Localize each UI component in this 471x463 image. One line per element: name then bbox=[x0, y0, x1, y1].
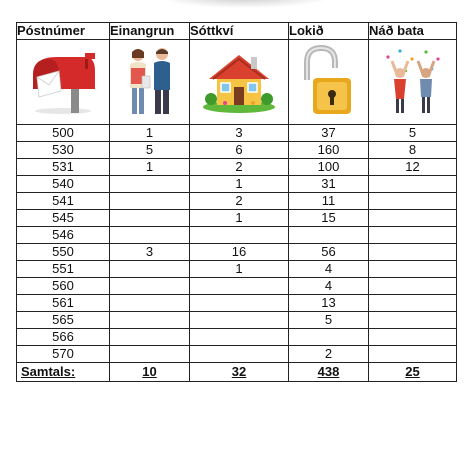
cell-lokid: 5 bbox=[289, 312, 369, 329]
header-lokid: Lokið bbox=[289, 23, 369, 40]
cell-nad-bata bbox=[369, 346, 457, 363]
header-row bbox=[17, 23, 457, 40]
cell-nad-bata: 12 bbox=[369, 159, 457, 176]
cell-postnumer: 566 bbox=[17, 329, 110, 346]
cell-postnumer: 500 bbox=[17, 125, 110, 142]
cell-sottkvi bbox=[190, 312, 289, 329]
cell-postnumer: 561 bbox=[17, 295, 110, 312]
table-row bbox=[17, 261, 457, 278]
cell-lokid: 37 bbox=[289, 125, 369, 142]
cell-postnumer: 546 bbox=[17, 227, 110, 244]
celebration-icon bbox=[378, 47, 448, 117]
header-einangrun: Einangrun bbox=[110, 23, 190, 40]
cell-nad-bata bbox=[369, 261, 457, 278]
table-row bbox=[17, 159, 457, 176]
cell-einangrun: 3 bbox=[110, 244, 190, 261]
table-row bbox=[17, 227, 457, 244]
cell-nad-bata bbox=[369, 227, 457, 244]
table-row bbox=[17, 142, 457, 159]
cell-sottkvi: 3 bbox=[190, 125, 289, 142]
header-sottkvi: Sóttkví bbox=[190, 23, 289, 40]
cell-lokid: 15 bbox=[289, 210, 369, 227]
cell-nad-bata bbox=[369, 244, 457, 261]
cell-nad-bata: 5 bbox=[369, 125, 457, 142]
header-postnumer: Póstnúmer bbox=[17, 23, 110, 40]
cell-nad-bata bbox=[369, 176, 457, 193]
cell-lokid bbox=[289, 329, 369, 346]
cell-nad-bata bbox=[369, 210, 457, 227]
top-shadow bbox=[160, 0, 330, 8]
unlocked-padlock-icon bbox=[299, 44, 359, 120]
cell-nad-bata bbox=[369, 312, 457, 329]
cell-nad-bata bbox=[369, 295, 457, 312]
table-row bbox=[17, 193, 457, 210]
cell-lokid: 11 bbox=[289, 193, 369, 210]
cell-sottkvi bbox=[190, 227, 289, 244]
cell-lokid bbox=[289, 227, 369, 244]
cell-einangrun: 5 bbox=[110, 142, 190, 159]
mailbox-cell bbox=[17, 40, 110, 125]
cell-postnumer: 545 bbox=[17, 210, 110, 227]
cell-lokid: 160 bbox=[289, 142, 369, 159]
cell-lokid: 56 bbox=[289, 244, 369, 261]
total-einangrun: 10 bbox=[110, 363, 190, 382]
cell-sottkvi: 1 bbox=[190, 261, 289, 278]
cell-postnumer: 550 bbox=[17, 244, 110, 261]
cell-einangrun: 1 bbox=[110, 125, 190, 142]
cell-postnumer: 570 bbox=[17, 346, 110, 363]
cell-nad-bata: 8 bbox=[369, 142, 457, 159]
total-nad-bata: 25 bbox=[369, 363, 457, 382]
cell-lokid: 100 bbox=[289, 159, 369, 176]
cell-postnumer: 565 bbox=[17, 312, 110, 329]
header-nad-bata: Náð bata bbox=[369, 23, 457, 40]
cell-lokid: 31 bbox=[289, 176, 369, 193]
cell-einangrun bbox=[110, 193, 190, 210]
cell-sottkvi: 2 bbox=[190, 159, 289, 176]
table-row bbox=[17, 278, 457, 295]
cell-einangrun bbox=[110, 261, 190, 278]
cell-nad-bata bbox=[369, 193, 457, 210]
statistics-table bbox=[16, 22, 457, 382]
cell-lokid: 4 bbox=[289, 278, 369, 295]
cell-einangrun bbox=[110, 346, 190, 363]
cell-postnumer: 531 bbox=[17, 159, 110, 176]
celebration-cell bbox=[369, 40, 457, 125]
cell-sottkvi: 6 bbox=[190, 142, 289, 159]
cell-sottkvi: 1 bbox=[190, 210, 289, 227]
table-row bbox=[17, 210, 457, 227]
cell-sottkvi bbox=[190, 346, 289, 363]
cell-postnumer: 541 bbox=[17, 193, 110, 210]
cell-lokid: 2 bbox=[289, 346, 369, 363]
totals-row bbox=[17, 363, 457, 382]
table-row bbox=[17, 329, 457, 346]
cell-einangrun bbox=[110, 278, 190, 295]
cell-einangrun: 1 bbox=[110, 159, 190, 176]
mailbox-icon bbox=[23, 49, 103, 115]
cell-postnumer: 540 bbox=[17, 176, 110, 193]
total-sottkvi: 32 bbox=[190, 363, 289, 382]
totals-label: Samtals: bbox=[17, 363, 110, 382]
table-row bbox=[17, 244, 457, 261]
cell-postnumer: 560 bbox=[17, 278, 110, 295]
cell-einangrun bbox=[110, 210, 190, 227]
cell-sottkvi: 1 bbox=[190, 176, 289, 193]
cell-sottkvi bbox=[190, 295, 289, 312]
data-rows bbox=[17, 125, 457, 363]
total-lokid: 438 bbox=[289, 363, 369, 382]
cell-lokid: 13 bbox=[289, 295, 369, 312]
cell-einangrun bbox=[110, 329, 190, 346]
cell-nad-bata bbox=[369, 329, 457, 346]
table-row bbox=[17, 312, 457, 329]
table-row bbox=[17, 295, 457, 312]
table-row bbox=[17, 176, 457, 193]
cell-sottkvi: 2 bbox=[190, 193, 289, 210]
cell-einangrun bbox=[110, 227, 190, 244]
cell-einangrun bbox=[110, 312, 190, 329]
people-icon bbox=[122, 46, 178, 118]
people-cell bbox=[110, 40, 190, 125]
cell-lokid: 4 bbox=[289, 261, 369, 278]
house-icon bbox=[199, 51, 279, 113]
cell-sottkvi bbox=[190, 329, 289, 346]
cell-sottkvi bbox=[190, 278, 289, 295]
cell-einangrun bbox=[110, 176, 190, 193]
cell-nad-bata bbox=[369, 278, 457, 295]
cell-postnumer: 530 bbox=[17, 142, 110, 159]
padlock-cell bbox=[289, 40, 369, 125]
cell-einangrun bbox=[110, 295, 190, 312]
table-row bbox=[17, 125, 457, 142]
icon-row bbox=[17, 40, 457, 125]
cell-postnumer: 551 bbox=[17, 261, 110, 278]
house-cell bbox=[190, 40, 289, 125]
cell-sottkvi: 16 bbox=[190, 244, 289, 261]
table-row bbox=[17, 346, 457, 363]
